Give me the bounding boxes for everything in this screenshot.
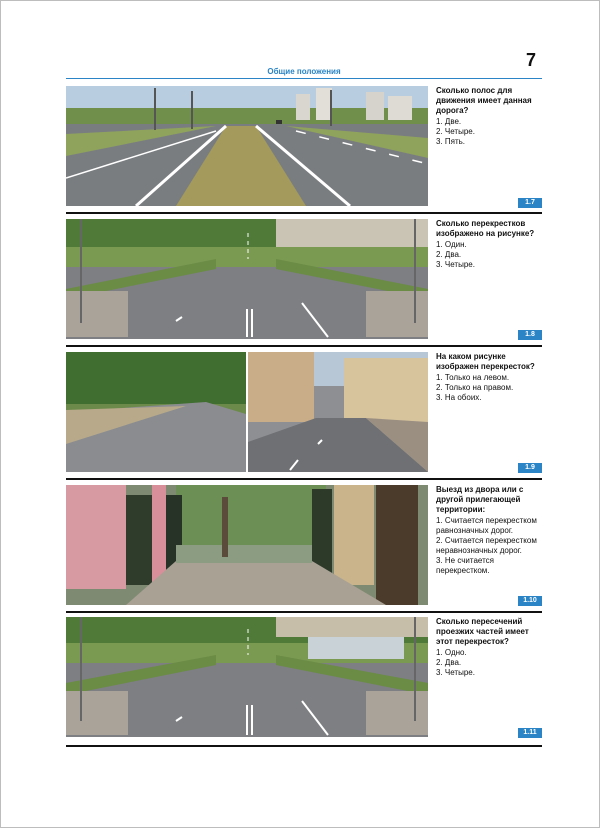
answer-option[interactable]: 1. Считается перекрестком равнозначных дорог.: [436, 516, 537, 535]
question-text: Сколько пересечений проезжих частей имеет этот перекресток?: [436, 617, 529, 646]
answer-option[interactable]: 3. На обоих.: [436, 393, 482, 402]
block-divider: [66, 345, 542, 347]
question-block-1-8: [66, 219, 542, 347]
answer-option[interactable]: 3. Не считается перекрестком.: [436, 556, 495, 575]
question-panel-1-9: [436, 352, 544, 403]
answer-option[interactable]: 3. Пять.: [436, 137, 466, 146]
question-text: Выезд из двора или с другой прилегающей территории:: [436, 485, 524, 514]
answer-option[interactable]: 1. Одно.: [436, 648, 467, 657]
answer-option[interactable]: 2. Только на правом.: [436, 383, 514, 392]
question-number-badge: 1.9: [518, 463, 542, 473]
block-divider: [66, 611, 542, 613]
question-number-badge: 1.7: [518, 198, 542, 208]
header-rule: [66, 78, 542, 79]
answer-option[interactable]: 1. Один.: [436, 240, 467, 249]
intersection-photo-1-8: [66, 219, 428, 339]
two-roads-photo-1-9: [66, 352, 428, 472]
question-number-badge: 1.8: [518, 330, 542, 340]
question-block-1-10: [66, 485, 542, 613]
section-title: Общие положения: [267, 67, 341, 76]
block-divider: [66, 212, 542, 214]
footer-rule: [66, 745, 542, 747]
answer-option[interactable]: 2. Два.: [436, 658, 462, 667]
question-number-badge: 1.10: [518, 596, 542, 606]
question-block-1-9: [66, 352, 542, 480]
answer-option[interactable]: 3. Четыре.: [436, 260, 475, 269]
answer-option[interactable]: 1. Только на левом.: [436, 373, 510, 382]
page-number: 7: [526, 50, 537, 70]
answer-option[interactable]: 2. Два.: [436, 250, 462, 259]
intersection-photo-1-11: [66, 617, 428, 737]
answer-option[interactable]: 1. Две.: [436, 117, 462, 126]
question-number-badge: 1.11: [518, 728, 542, 738]
answer-option[interactable]: 2. Четыре.: [436, 127, 475, 136]
answer-option[interactable]: 2. Считается перекрестком неравнозначных дорог.: [436, 536, 537, 555]
road-photo-1-7: [66, 86, 428, 206]
question-block-1-11: [66, 617, 542, 745]
question-text: Сколько полос для движения имеет данная дорога?: [436, 86, 532, 115]
question-block-1-7: [66, 86, 542, 214]
yard-exit-photo-1-10: [66, 485, 428, 605]
block-divider: [66, 478, 542, 480]
question-panel-1-11: [436, 617, 544, 678]
question-panel-1-10: [436, 485, 544, 576]
answer-option[interactable]: 3. Четыре.: [436, 668, 475, 677]
question-panel-1-7: [436, 86, 544, 147]
question-panel-1-8: [436, 219, 544, 270]
question-text: Сколько перекрестков изображено на рисунке?: [436, 219, 535, 238]
question-text: На каком рисунке изображен перекресток?: [436, 352, 535, 371]
